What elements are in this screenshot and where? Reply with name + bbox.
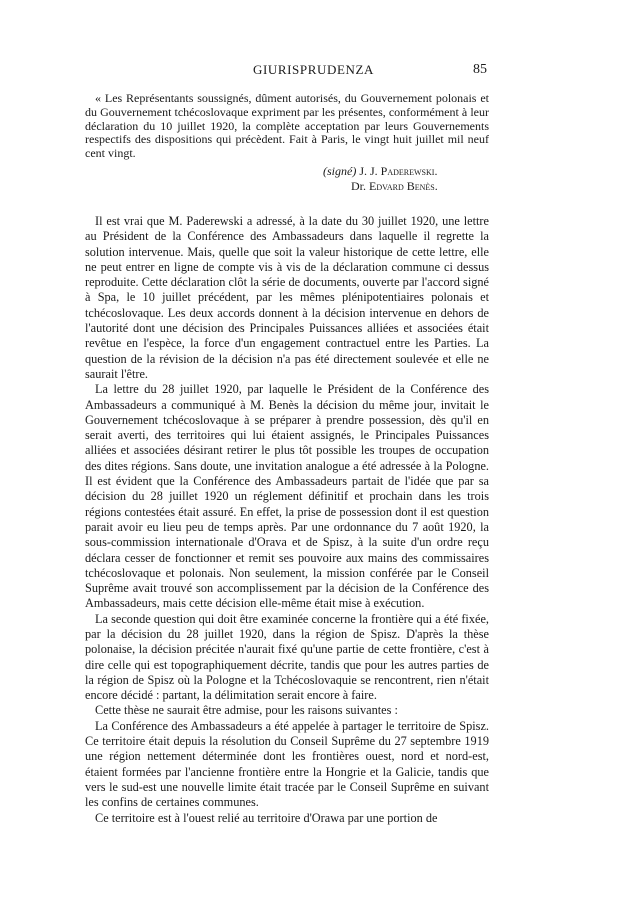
signer-paderewski: J. J. Paderewski. — [359, 163, 438, 178]
paragraph-4: Cette thèse ne saurait être admise, pour les raisons suivantes : — [95, 703, 398, 718]
paragraph-6: Ce territoire est à l'ouest relié au territoire d'Orawa par une portion de — [95, 810, 438, 825]
running-header — [0, 62, 627, 82]
signature-block — [323, 164, 489, 194]
paragraph-2: La lettre du 28 juillet 1920, par laquelle le Président de la Conférence des Ambassadeurs a communiqué à M. Benès la décision du même jour, invitait le Gouvernement tchécoslovaque à se préparer à prendre possession, dès qu'il en serait averti, des territoires qui lui étaient assignés, le Principales Puissances alliées et associées désirant retirer le plus tôt possible les troupes de occupation des dites régions. Sans doute, une invitation analogue a été adressée à la Pologne. Il est évident que la Conférence des Ambassadeurs partait de l'idée que par sa décision du 28 juillet 1920 un réglement définitif et prochain dans les trois régions contestées était assuré. En effet, la prise de possession dont il est question parait avoir eu lieu peu de temps après. Par une ordonnance du 7 août 1920, la sous-commission internationale d'Orava et de Spisz, à la suite d'un ordre reçu déclara cesser de fonctionner et remit ses pouvoire aux mains des commissaires tchécoslovaque et polonais. Non seulement, la mission conférée par le Conseil Suprême avait trouvé son accomplissement par la décision de la Conférence des Ambassadeurs, mais cette décision elle-même était mise à exécution. — [85, 382, 489, 611]
paragraph-5: La Conférence des Ambassadeurs a été appelée à partager le territoire de Spisz. Ce territoire était depuis la résolution du Conseil Suprême du 27 septembre 1919 une région nettement déterminée dont les frontières ouest, nord et nord-est, étaient formées par l'ancienne frontière entre la Hongrie et la Galicie, tandis que vers le sud-est une nouvelle limite était tracée par le Conseil Suprême en suivant les confins de certaines communes. — [85, 718, 489, 810]
body-text — [85, 214, 489, 826]
signed-label: (signé) — [323, 163, 357, 178]
quoted-declaration: « Les Représentants soussignés, dûment autorisés, du Gouvernement polonais et du Gouvernement tchécoslovaque expriment par les présentes, conformément à leur déclaration du 10 juillet 1920, la complète acceptation par leurs Gouvernements respectifs des dispositions qui précèdent. Fait à Paris, le vingt huit juillet mil neuf cent vingt. — [85, 91, 489, 161]
signer-title: Dr. — [351, 178, 366, 193]
signature-line-1 — [323, 164, 489, 179]
signer-benes: Edvard Benès. — [369, 178, 438, 193]
text-block — [85, 92, 489, 826]
signature-line-2 — [323, 179, 489, 194]
page-number: 85 — [473, 62, 487, 77]
running-title: GIURISPRUDENZA — [252, 62, 375, 77]
paragraph-1: Il est vrai que M. Paderewski a adressé, à la date du 30 juillet 1920, une lettre au Président de la Conférence des Ambassadeurs dans laquelle il regrette la solution intervenue. Mais, quelle que soit la valeur historique de cette lettre, elle ne peut entrer en ligne de compte vis à vis de la déclaration commune ci dessus reproduite. Cette déclaration clôt la série de documents, ouverte par l'accord signé à Spa, le 10 juillet précédent, par les mêmes plénipotentiaires polonais et tchécoslovaque. Les deux accords donnent à la décision intervenue en dehors de l'autorité dont une décision des Principales Puissances alliées et associées était revêtue en l'espèce, la force d'un engagement contractuel entre les Parties. La question de la révision de la décision n'a pas été directement soulevée et elle ne saurait l'être. — [85, 213, 489, 381]
paragraph-3: La seconde question qui doit être examinée concerne la frontière qui a été fixée, par la décision du 28 juillet 1920, dans la région de Spisz. D'après la thèse polonaise, la décision précitée n'aurait fixé qu'une partie de cette frontière, c'est à dire celle qui est topographiquement décrite, tandis que pour les autres parties de la région de Spisz où la Pologne et la Tchécoslovaquie se rencontrent, rien n'était encore décidé : partant, la délimitation serait encore à faire. — [85, 611, 489, 703]
